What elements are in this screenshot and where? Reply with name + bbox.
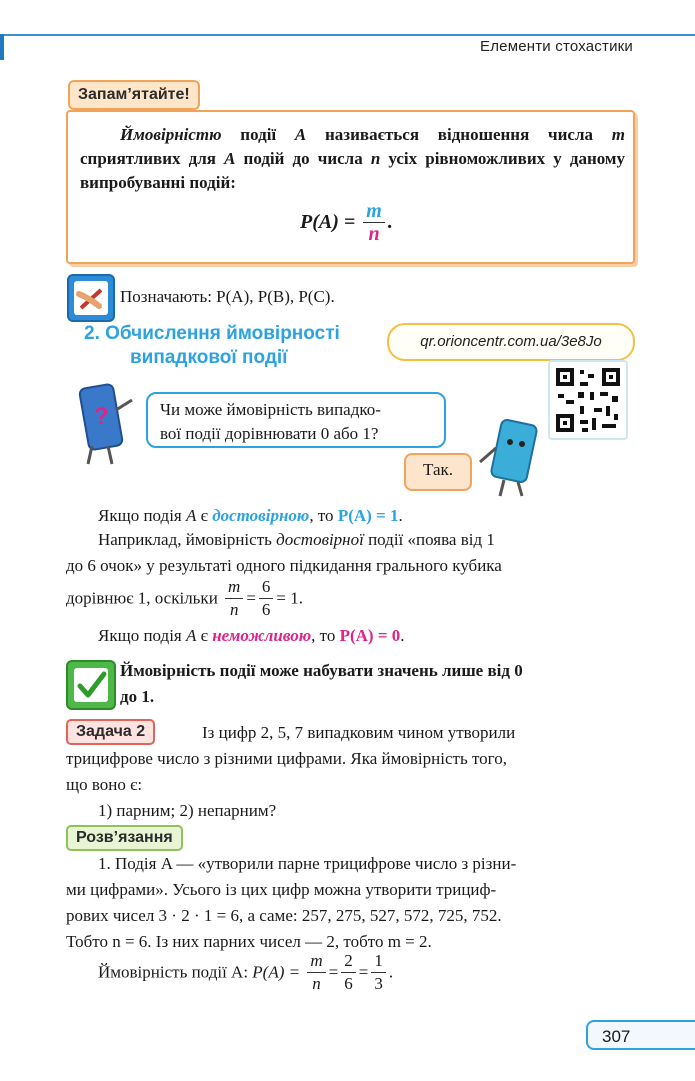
- text-part: події «поява від 1: [363, 530, 495, 549]
- qr-link[interactable]: qr.orioncentr.com.ua/3e8Jo: [387, 323, 635, 361]
- probability-formula: [300, 200, 393, 245]
- def-part: події: [221, 125, 295, 144]
- task-line1: Із цифр 2, 5, 7 випадковим чином утворили: [202, 723, 516, 742]
- rule-text: [120, 658, 634, 710]
- solution-line1: 1. Подія A — «утворили парне трицифрове число з різни-: [98, 854, 517, 873]
- certain-term: достовірною: [212, 506, 310, 525]
- certain-formula: P(A) = 1: [337, 506, 399, 525]
- text-part: .: [400, 626, 405, 645]
- question-line1: Чи може ймовірність випадко-: [160, 400, 381, 419]
- text-part: є: [196, 506, 213, 525]
- frac-num: 6: [259, 576, 274, 599]
- formula-lhs: P(A) =: [300, 211, 356, 233]
- example-fraction-mn: [225, 576, 243, 621]
- definition-text: [80, 123, 625, 195]
- frac-num: 2: [341, 950, 356, 973]
- solution-fraction-13: [371, 950, 386, 995]
- text-part: Якщо подія: [98, 506, 186, 525]
- certain-term-2: достовірної: [276, 530, 364, 549]
- svg-text:?: ?: [94, 403, 109, 430]
- text-part: Наприклад, ймовірність: [98, 530, 277, 549]
- equals: =: [246, 588, 256, 608]
- var-a: A: [186, 506, 197, 525]
- frac-num: m: [225, 576, 243, 599]
- equals: =: [358, 962, 369, 982]
- notation-icon: [67, 274, 115, 322]
- definition-term: Ймовірністю: [120, 125, 222, 144]
- solution-line2: ми цифрами». Усього із цих цифр можна утворити трициф-: [66, 880, 497, 899]
- text-part: Ймовірність події A:: [98, 962, 249, 982]
- example-line2: до 6 очок» у результаті одного підкидання грального кубика: [66, 556, 502, 575]
- task-text: [66, 720, 632, 824]
- equals: =: [328, 962, 339, 982]
- def-part: сприятливих для: [80, 149, 225, 168]
- frac-num: m: [307, 950, 325, 973]
- running-title: Елементи стохастики: [480, 38, 633, 55]
- frac-num: 1: [371, 950, 386, 973]
- text-part: дорівнює 1, оскільки: [66, 588, 218, 608]
- formula-fraction: [363, 200, 385, 245]
- frac-den: n: [312, 974, 321, 993]
- notation-text: Позначають: P(A), P(B), P(C).: [120, 287, 335, 306]
- page-number: 307: [586, 1020, 695, 1050]
- example-text: [66, 527, 632, 579]
- task-line3: що воно є:: [66, 775, 143, 794]
- impossible-formula: P(A) = 0: [339, 626, 401, 645]
- text-part: є: [196, 626, 213, 645]
- def-var-n: n: [370, 149, 381, 168]
- solution-fraction-26: [341, 950, 356, 995]
- def-part: усіх рівноможливих у даному випробуванні подій:: [80, 149, 626, 192]
- equals-result: = 1.: [276, 588, 304, 608]
- solution-line3: рових чисел 3 · 2 · 1 = 6, а саме: 257, 275, 527, 572, 725, 752.: [66, 906, 502, 925]
- question-bubble: [146, 392, 446, 448]
- rule-line1: Ймовірність події може набувати значень лише від 0: [120, 661, 523, 680]
- frac-den: n: [229, 600, 239, 619]
- solution-text: [66, 851, 632, 955]
- rule-line2: до 1.: [120, 687, 155, 706]
- solution-fraction-mn: [307, 950, 325, 995]
- example-line3: [66, 576, 303, 621]
- task-line4: 1) парним; 2) непарним?: [98, 801, 277, 820]
- period: .: [388, 962, 394, 982]
- impossible-term: неможливою: [212, 626, 312, 645]
- qr-code-icon[interactable]: [548, 360, 628, 440]
- def-var-a: A: [294, 125, 307, 144]
- frac-den: 6: [344, 974, 353, 993]
- formula-denominator: n: [368, 223, 380, 245]
- answer-bubble: Так.: [404, 453, 472, 491]
- checkmark-icon: [66, 660, 116, 710]
- def-var-a2: A: [224, 149, 236, 168]
- solution-line4: Тобто n = 6. Із них парних чисел — 2, тобто m = 2.: [66, 932, 432, 951]
- solution-tag: Розв’язання: [66, 825, 183, 851]
- task-line2: трицифрове число з різними цифрами. Яка ймовірність того,: [66, 749, 507, 768]
- section-title: [84, 322, 374, 370]
- phone-character-icon: [72, 380, 142, 470]
- example-fraction-66: [259, 576, 274, 621]
- text-part: , то: [311, 626, 340, 645]
- formula-lhs: P(A) =: [252, 962, 301, 982]
- section-title-line2: випадкової події: [130, 347, 288, 368]
- header-accent: [0, 34, 4, 60]
- text-part: , то: [309, 506, 338, 525]
- section-title-line1: 2. Обчислення ймовірності: [84, 323, 340, 344]
- def-part: подій до числа: [235, 149, 371, 168]
- formula-period: .: [387, 211, 393, 233]
- solution-formula-line: [98, 950, 393, 995]
- text-part: Якщо подія: [98, 626, 186, 645]
- phone-character-2-icon: [476, 418, 546, 500]
- certain-event-text: [98, 503, 403, 529]
- frac-den: 6: [261, 600, 271, 619]
- var-a: A: [186, 626, 197, 645]
- task-tag: Задача 2: [66, 719, 155, 745]
- question-line2: вої події дорівнювати 0 або 1?: [160, 424, 379, 443]
- impossible-event-text: [98, 623, 405, 649]
- def-part: називається відношення числа: [306, 125, 612, 144]
- frac-den: 3: [374, 974, 383, 993]
- remember-tag: Запам’ятайте!: [68, 80, 200, 110]
- formula-numerator: m: [363, 200, 385, 223]
- def-var-m: m: [611, 125, 625, 144]
- text-part: .: [398, 506, 403, 525]
